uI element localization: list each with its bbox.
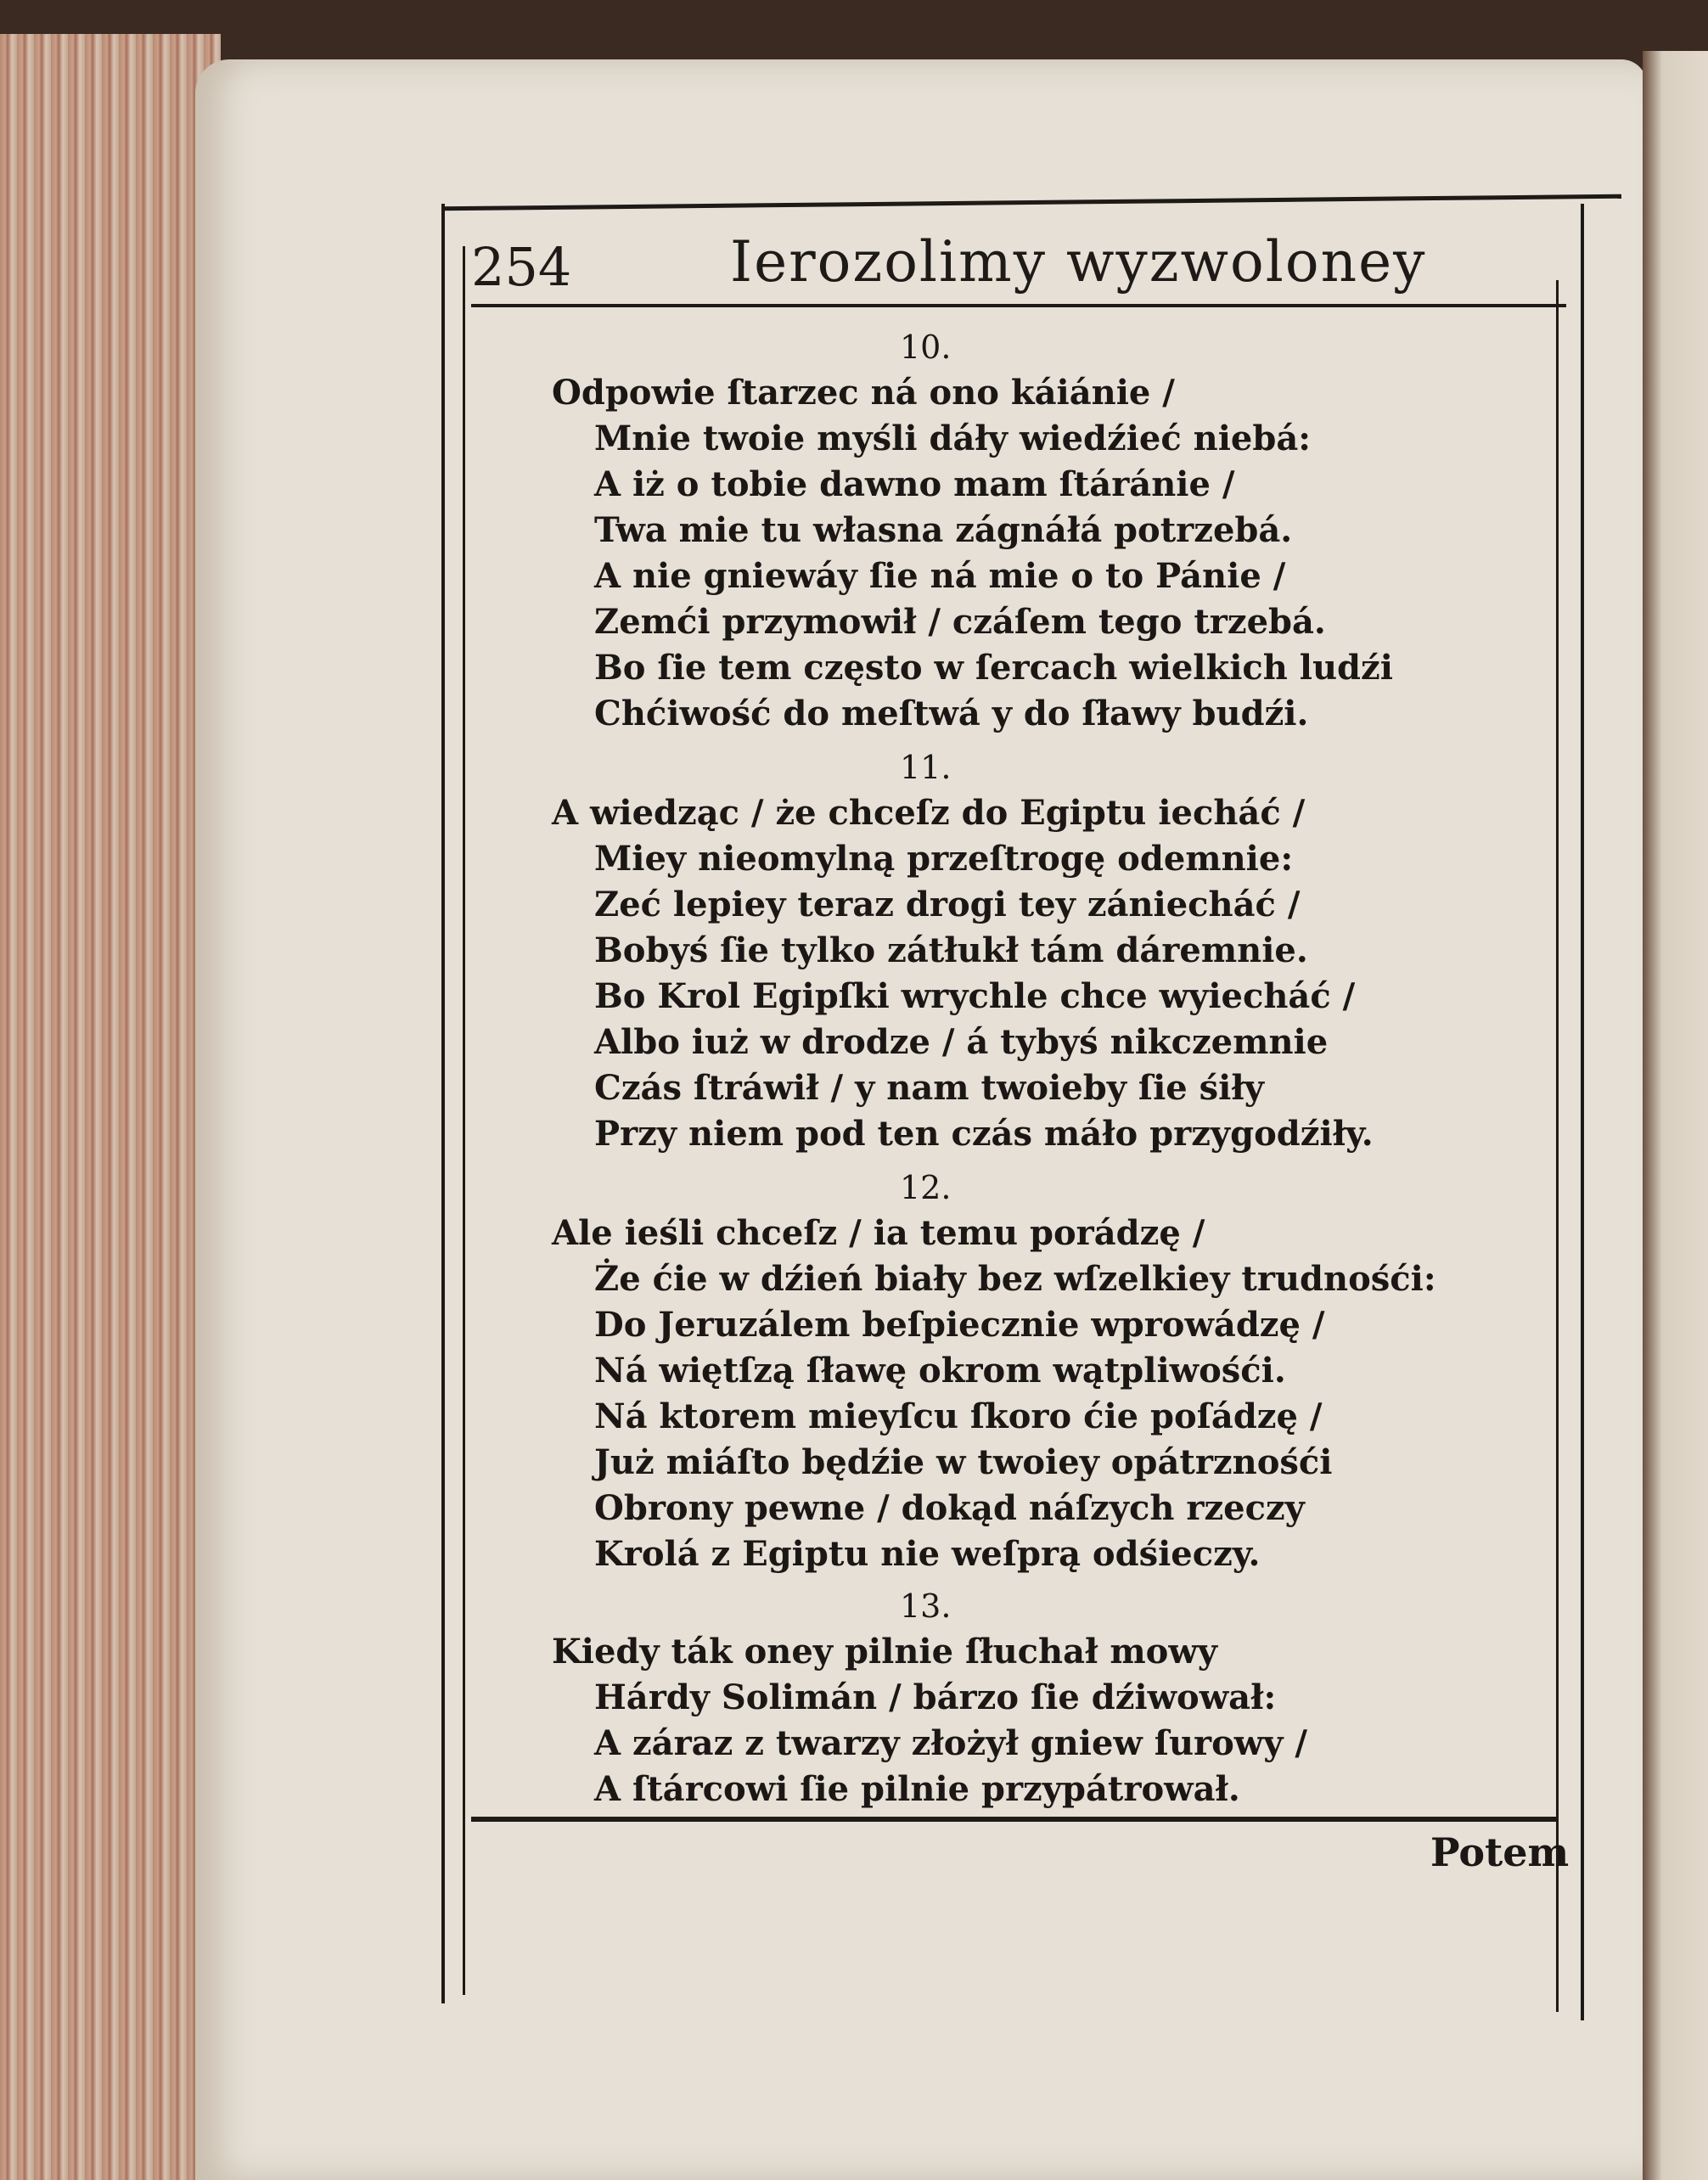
verse-line: Bobyś ſie tylko zátłukł tám dáremnie. — [594, 930, 1308, 970]
stanza-13 — [552, 1583, 1553, 1812]
verse-line: Do Jeruzálem beſpiecznie wprowádzę / — [594, 1305, 1325, 1345]
verse-line: Krolá z Egiptu nie weſprą odśieczy. — [594, 1534, 1261, 1574]
verse-line: Albo iuż w drodze / á tybyś nikczemnie — [594, 1022, 1329, 1062]
frame-left-inner — [463, 246, 465, 1995]
verse-line: Miey nieomylną przeſtrogę odemnie: — [594, 839, 1294, 879]
verse-line: Zemći przymowił / czáſem tego trzebá. — [594, 602, 1326, 642]
header-rule — [471, 304, 1566, 307]
verse-line: A wiedząc / że chceſz do Egiptu iecháć / — [552, 793, 1306, 833]
verse-line: A iż o tobie dawno mam ſtáránie / — [594, 464, 1235, 504]
verse-line: Mnie twoie myśli dáły wiedźieć niebá: — [594, 419, 1312, 458]
frame-left-outer — [441, 204, 445, 2003]
verse-line: A ſtárcowi ſie pilnie przypátrował. — [594, 1769, 1240, 1809]
frame-right-outer — [1581, 204, 1584, 2020]
facing-page-edge — [1643, 51, 1708, 2180]
footer-rule — [471, 1817, 1558, 1822]
verse-line: Hárdy Solimán / bárzo ſie dźiwował: — [594, 1677, 1277, 1717]
book-page-edges — [0, 34, 221, 2180]
stanza-number: 12. — [900, 1169, 952, 1206]
stanza-10 — [552, 324, 1553, 737]
verse-line: Ale ieśli chceſz / ia temu porádzę / — [552, 1213, 1205, 1253]
running-title: Ierozolimy wyzwoloney — [730, 229, 1427, 295]
verse-line: Chćiwość do meſtwá y do ſławy budźi. — [594, 694, 1309, 733]
verse-line: Już miáſto będźie w twoiey opátrznośći — [594, 1442, 1333, 1482]
stanza-number: 13. — [900, 1587, 952, 1625]
verse-line: A nie gniewáy ſie ná mie o to Pánie / — [594, 556, 1286, 596]
verse-line: Obrony pewne / dokąd náſzych rzeczy — [594, 1488, 1305, 1528]
verse-line: Bo ſie tem często w ſercach wielkich ludźi — [594, 648, 1393, 688]
stanza-11 — [552, 744, 1553, 1157]
verse-line: Czás ſtráwił / y nam twoieby ſie śiły — [594, 1068, 1264, 1108]
verse-line: Twa mie tu własna zágnáłá potrzebá. — [594, 510, 1293, 550]
stanza-12 — [552, 1165, 1553, 1577]
verse-line: Odpowie ſtarzec ná ono káiánie / — [552, 373, 1175, 413]
stanza-number: 10. — [900, 329, 952, 366]
frame-right-inner — [1556, 280, 1559, 2012]
verse-line: Bo Krol Egipſki wrychle chce wyiecháć / — [594, 976, 1356, 1016]
verse-line: Kiedy ták oney pilnie ſłuchał mowy — [552, 1632, 1218, 1672]
verse-line: A záraz z twarzy złożył gniew ſurowy / — [594, 1723, 1308, 1763]
verse-line: Ná ktorem mieyſcu ſkoro ćie poſádzę / — [594, 1396, 1323, 1436]
verse-line: Przy niem pod ten czás máło przygodźiły. — [594, 1114, 1374, 1154]
catchword: Potem — [1430, 1829, 1570, 1875]
verse-line: Zeć lepiey teraz drogi tey zániecháć / — [594, 885, 1301, 924]
verse-line: Ná więtſzą ſławę okrom wątpliwośći. — [594, 1351, 1286, 1391]
verse-line: Że ćie w dźień biały bez wſzelkiey trudnośći: — [594, 1259, 1436, 1299]
stanza-number: 11. — [900, 749, 952, 786]
page-number: 254 — [471, 236, 572, 298]
